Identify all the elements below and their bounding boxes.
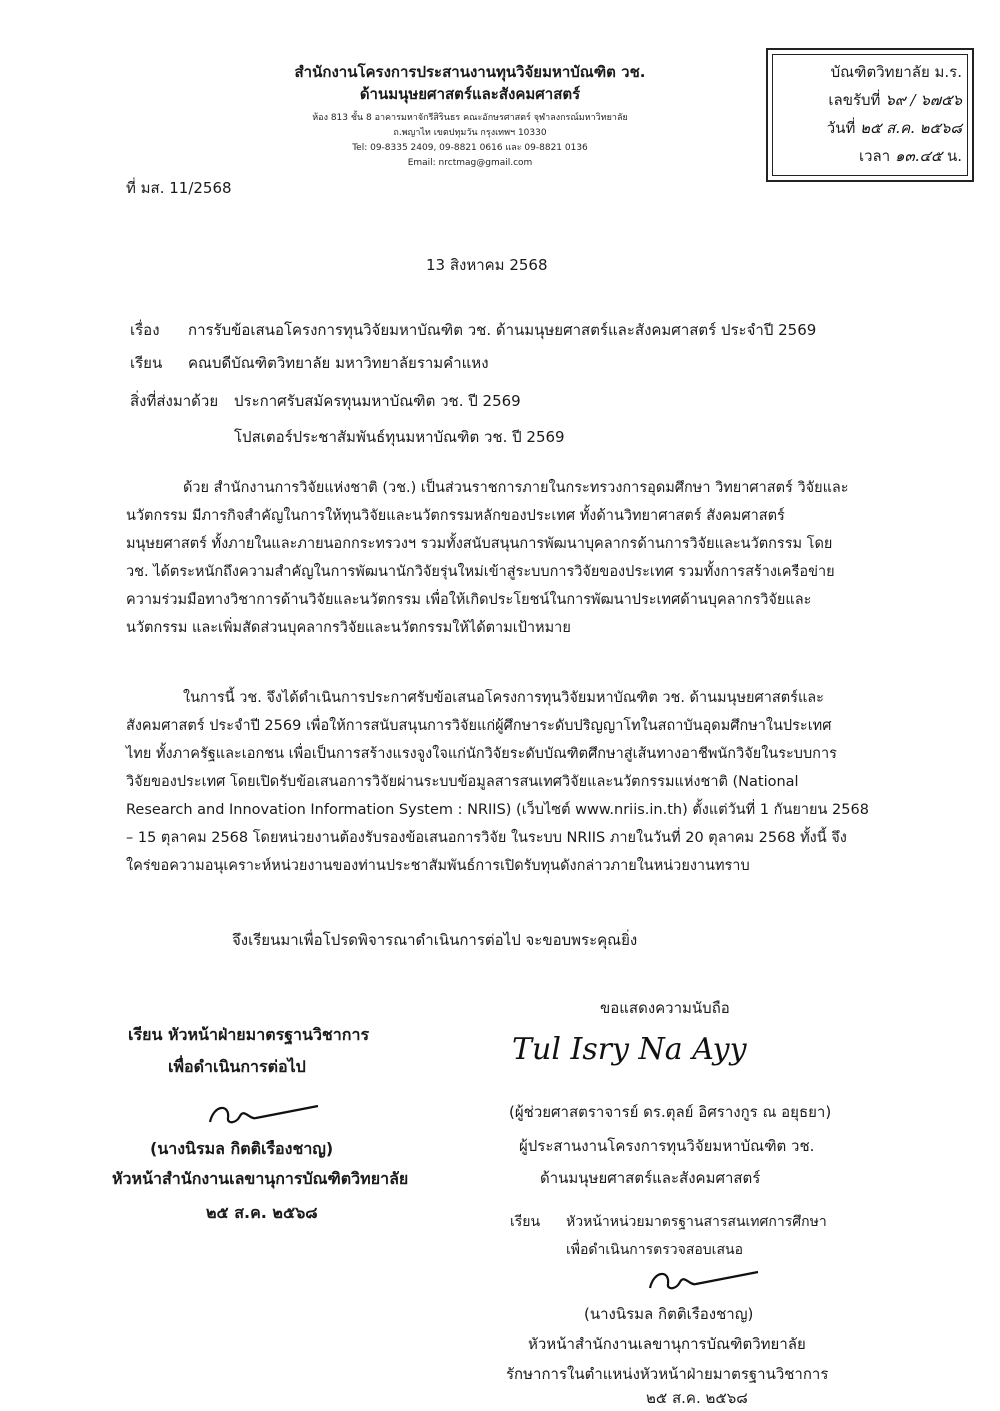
subject-text: การรับข้อเสนอโครงการทุนวิจัยมหาบัณฑิต วช. ด้านมนุษยศาสตร์และสังคมศาสตร์ ประจำปี 2569 (188, 321, 817, 339)
subject-label: เรื่อง (130, 321, 160, 339)
signer-title-1: ผู้ประสานงานโครงการทุนวิจัยมหาบัณฑิต วช. (519, 1137, 815, 1155)
stamp-time: เวลา ๑๓.๔๕ น. (858, 147, 962, 165)
stamp-date: วันที่ ๒๕ ส.ค. ๒๕๖๘ (826, 119, 962, 137)
paragraph-line: ไทย ทั้งภาครัฐและเอกชน เพื่อเป็นการสร้างแรงจูงใจแก่นักวิจัยระดับบัณฑิตศึกษาสู่เส้นทางอาชีพนักวิจัยในระบบการ (126, 746, 837, 762)
closing-sentence: จึงเรียนมาเพื่อโปรดพิจารณาดำเนินการต่อไป จะขอบพระคุณยิ่ง (232, 931, 638, 949)
signature-main: Tul Isry Na Ayy (512, 1032, 747, 1067)
paragraph-line: สังคมศาสตร์ ประจำปี 2569 เพื่อให้การสนับสนุนการวิจัยแก่ผู้ศึกษาระดับปริญญาโทในสถาบันอุดมศึกษาในประเทศ (126, 718, 832, 734)
body-paragraph-2 (126, 684, 872, 880)
enclosure-label: สิ่งที่ส่งมาด้วย (130, 392, 219, 410)
to-label: เรียน (130, 354, 163, 372)
right-note-label: เรียน (510, 1214, 541, 1230)
left-note-line2: เพื่อดำเนินการต่อไป (168, 1057, 306, 1076)
paragraph-line: นวัตกรรม มีภารกิจสำคัญในการให้ทุนวิจัยและนวัตกรรมหลักของประเทศ ทั้งด้านวิทยาศาสตร์ สังคมศาสตร์ (126, 508, 785, 524)
org-name-line2: ด้านมนุษยศาสตร์และสังคมศาสตร์ (359, 85, 581, 103)
left-note-name: (นางนิรมล กิตติเรืองชาญ) (150, 1139, 334, 1158)
paragraph-line: ในการนี้ วช. จึงได้ดำเนินการประกาศรับข้อเสนอโครงการทุนวิจัยมหาบัณฑิต วช. ด้านมนุษยศาสตร์และ (183, 690, 824, 706)
to-text: คณบดีบัณฑิตวิทยาลัย มหาวิทยาลัยรามคำแหง (188, 354, 489, 372)
document-date: 13 สิงหาคม 2568 (426, 256, 548, 274)
org-phone: Tel: 09-8335 2409, 09-8821 0616 และ 09-8821 0136 (352, 143, 588, 153)
paragraph-line: ความร่วมมือทางวิชาการด้านวิจัยและนวัตกรรม เพื่อให้เกิดประโยชน์ในการพัฒนาประเทศด้านบุคลากรวิจัยและ (126, 592, 812, 608)
paragraph-line: มนุษยศาสตร์ ทั้งภายในและภายนอกกระทรวงฯ รวมทั้งสนับสนุนการพัฒนาบุคลากรด้านการวิจัยและนวัตกรรม โดย (126, 536, 833, 552)
stamp-title: บัณฑิตวิทยาลัย ม.ร. (830, 63, 962, 81)
signer-title-2: ด้านมนุษยศาสตร์และสังคมศาสตร์ (540, 1169, 761, 1187)
right-note-title-2: รักษาการในตำแหน่งหัวหน้าฝ่ายมาตรฐานวิชาการ (506, 1365, 829, 1383)
right-note-title-1: หัวหน้าสำนักงานเลขานุการบัณฑิตวิทยาลัย (528, 1335, 806, 1353)
signer-name: (ผู้ช่วยศาสตราจารย์ ดร.ตุลย์ อิศรางกูร ณ อยุธยา) (509, 1103, 832, 1121)
right-note-line2: เพื่อดำเนินการตรวจสอบเสนอ (566, 1242, 743, 1258)
enclosure-item-2: โปสเตอร์ประชาสัมพันธ์ทุนมหาบัณฑิต วช. ปี 2569 (234, 428, 565, 446)
org-address-line1: ห้อง 813 ชั้น 8 อาคารมหาจักรีสิรินธร คณะอักษรศาสตร์ จุฬาลงกรณ์มหาวิทยาลัย (312, 113, 628, 123)
regards-text: ขอแสดงความนับถือ (600, 999, 730, 1017)
org-name-line1: สำนักงานโครงการประสานงานทุนวิจัยมหาบัณฑิต วช. (294, 63, 646, 81)
enclosure-item-1: ประกาศรับสมัครทุนมหาบัณฑิต วช. ปี 2569 (234, 392, 521, 410)
paragraph-line: วช. ได้ตระหนักถึงความสำคัญในการพัฒนานักวิจัยรุ่นใหม่เข้าสู่ระบบการวิจัยของประเทศ รวมทั้งการสร้างเครือข่าย (126, 564, 835, 580)
right-note-name: (นางนิรมล กิตติเรืองชาญ) (584, 1305, 754, 1323)
stamp-receive-number: เลขรับที่ ๖๙ / ๖๗๕๖ (828, 91, 962, 109)
org-address-line2: ถ.พญาไท เขตปทุมวัน กรุงเทพฯ 10330 (393, 128, 547, 138)
paragraph-line: ใคร่ขอความอนุเคราะห์หน่วยงานของท่านประชาสัมพันธ์การเปิดรับทุนดังกล่าวภายในหน่วยงานทราบ (126, 858, 750, 874)
left-note-line1: เรียน หัวหน้าฝ่ายมาตรฐานวิชาการ (128, 1025, 370, 1044)
left-note-title: หัวหน้าสำนักงานเลขานุการบัณฑิตวิทยาลัย (112, 1169, 409, 1188)
right-note-line1: หัวหน้าหน่วยมาตรฐานสารสนเทศการศึกษา (566, 1214, 827, 1230)
body-paragraph-1 (126, 474, 872, 642)
paragraph-line: ด้วย สำนักงานการวิจัยแห่งชาติ (วช.) เป็นส่วนราชการภายในกระทรวงการอุดมศึกษา วิทยาศาสตร์ วิจัยและ (183, 480, 849, 496)
org-email: Email: nrctmag@gmail.com (407, 158, 533, 168)
left-initials-signature (200, 1094, 330, 1130)
paragraph-line: วิจัยของประเทศ โดยเปิดรับข้อเสนอการวิจัยผ่านระบบข้อมูลสารสนเทศวิจัยและนวัตกรรมแห่งชาติ (National (126, 774, 799, 790)
paragraph-line: นวัตกรรม และเพิ่มสัดส่วนบุคลากรวิจัยและนวัตกรรมให้ได้ตามเป้าหมาย (126, 620, 571, 636)
document-number: ที่ มส. 11/2568 (126, 179, 232, 197)
receipt-stamp (766, 48, 974, 182)
paragraph-line: Research and Innovation Information System : NRIIS) (เว็บไซต์ www.nriis.in.th) ตั้งแต่วันที่ 1 กันยายน 2568 (126, 802, 869, 818)
paragraph-line: – 15 ตุลาคม 2568 โดยหน่วยงานต้องรับรองข้อเสนอการวิจัย ในระบบ NRIIS ภายในวันที่ 20 ตุลาคม 2568 ทั้งนี้ จึง (126, 830, 847, 846)
right-initials-signature (640, 1262, 770, 1296)
left-note-date: ๒๕ ส.ค. ๒๕๖๘ (206, 1203, 318, 1222)
right-note-date: ๒๕ ส.ค. ๒๕๖๘ (646, 1389, 748, 1407)
